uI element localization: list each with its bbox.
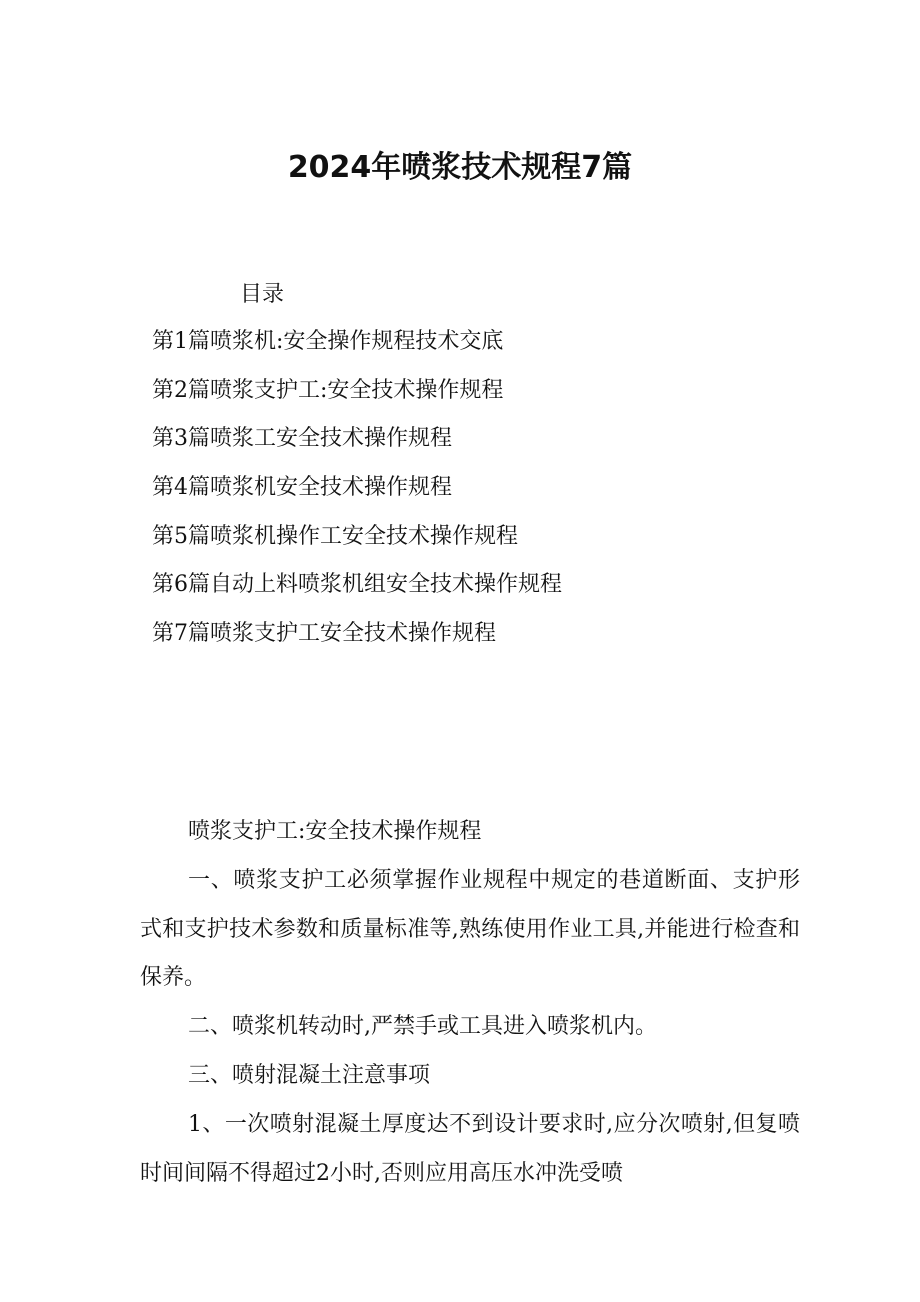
toc-item-1[interactable]: 第1篇喷浆机:安全操作规程技术交底: [152, 329, 504, 354]
section-heading: 喷浆支护工:安全技术操作规程: [188, 819, 482, 844]
toc-item-3[interactable]: 第3篇喷浆工安全技术操作规程: [152, 426, 452, 452]
toc-heading: 目录: [240, 282, 285, 307]
toc-item-2[interactable]: 第2篇喷浆支护工:安全技术操作规程: [152, 377, 504, 403]
body-paragraph: 一、喷浆支护工必须掌握作业规程中规定的巷道断面、支护形式和支护技术参数和质量标准等,熟练使用作业工具,并能进行检查和保养。: [140, 867, 800, 991]
toc-item-6[interactable]: 第6篇自动上料喷浆机组安全技术操作规程: [152, 572, 562, 598]
document-title: 2024年喷浆技术规程7篇: [287, 150, 633, 185]
body-paragraph: 二、喷浆机转动时,严禁手或工具进入喷浆机内。: [188, 1014, 657, 1040]
toc-item-7[interactable]: 第7篇喷浆支护工安全技术操作规程: [152, 621, 496, 647]
section-body: [140, 808, 800, 1198]
table-of-contents: [152, 326, 562, 667]
body-paragraph: 三、喷射混凝土注意事项: [188, 1062, 431, 1088]
body-paragraph: 1、一次喷射混凝土厚度达不到设计要求时,应分次喷射,但复喷时间间隔不得超过2小时,否则应用高压水冲洗受喷: [140, 1111, 800, 1186]
toc-item-4[interactable]: 第4篇喷浆机安全技术操作规程: [152, 475, 452, 501]
toc-item-5[interactable]: 第5篇喷浆机操作工安全技术操作规程: [152, 523, 518, 549]
